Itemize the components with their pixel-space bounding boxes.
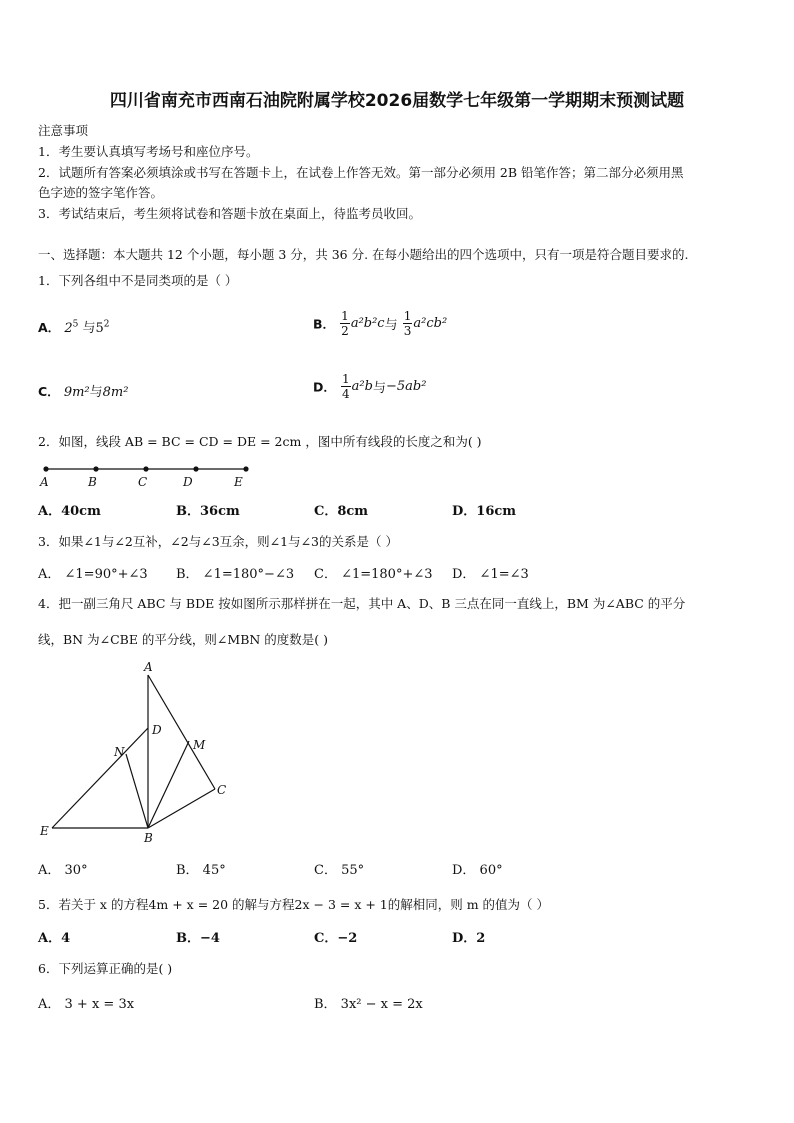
q4-option-c: C． 55°: [314, 863, 365, 878]
page-title: 四川省南充市西南石油院附属学校2026届数学七年级第一学期期末预测试题: [109, 91, 685, 111]
q4-option-b: B． 45°: [176, 863, 226, 878]
q1-b-frac1-num: 1: [341, 309, 349, 323]
q1-option-a-label: A．: [38, 320, 61, 335]
q1-option-d-label: D．: [313, 379, 336, 395]
q2-point-d: [193, 466, 198, 471]
q2-label-c: C: [138, 475, 148, 489]
q1-d-term2: −5ab²: [385, 379, 427, 394]
q5-option-d: D．2: [452, 931, 486, 946]
q1-option-c-label: C．: [38, 384, 60, 399]
q2-option-d: D．16cm: [452, 504, 517, 519]
q1-d-frac: [341, 372, 351, 401]
q1-a-exp2: 2: [103, 319, 110, 330]
q5-stem: 5．若关于 x 的方程4m + x = 20 的解与方程2x − 3 = x + 1的解相同，则 m 的值为（ ）: [38, 897, 550, 912]
q4-label-e: E: [40, 824, 49, 838]
q1-b-term1: a²b²c: [350, 316, 385, 331]
q1-a-exp1: 5: [72, 319, 79, 330]
q2-label-d: D: [183, 475, 193, 489]
q3-option-c: C． ∠1=180°+∠3: [314, 567, 433, 582]
q1-option-b-label: B．: [313, 316, 336, 332]
q1-d-frac-num: 1: [342, 372, 350, 386]
q4-label-d: D: [152, 723, 162, 737]
q6-option-b: B． 3x² − x = 2x: [314, 997, 423, 1012]
q6-stem: 6．下列运算正确的是( ): [38, 961, 173, 976]
q5-option-b: B．−4: [176, 931, 220, 946]
q5-option-a: A．4: [38, 931, 71, 946]
q2-point-c: [143, 466, 148, 471]
q4-label-n: N: [114, 745, 125, 759]
q4-label-m: M: [193, 738, 206, 752]
q2-point-b: [93, 466, 98, 471]
q1-b-term2: a²cb²: [413, 316, 448, 331]
q1-b-and: 与: [384, 318, 398, 333]
notice-heading: 注意事项: [38, 123, 89, 138]
q4-label-a: A: [144, 660, 153, 674]
section-heading: 一、选择题：本大题共 12 个小题，每小题 3 分，共 36 分. 在每小题给出的四个选项中，只有一项是符合题目要求的.: [38, 247, 689, 262]
notice-item-2: 2．试题所有答案必须填涂或书写在答题卡上，在试卷上作答无效。第一部分必须用 2B 铅笔作答；第二部分必须用黑: [38, 165, 684, 180]
q2-point-e: [243, 466, 248, 471]
q4-stem-line1: 4．把一副三角尺 ABC 与 BDE 按如图所示那样拼在一起，其中 A、D、B 三点在同一直线上，BM 为∠ABC 的平分: [38, 596, 686, 611]
q2-label-e: E: [234, 475, 243, 489]
q4-option-d: D． 60°: [452, 863, 503, 878]
q3-stem: 3．如果∠1与∠2互补，∠2与∠3互余，则∠1与∠3的关系是（ ）: [38, 534, 398, 549]
q4-option-a: A． 30°: [38, 863, 88, 878]
q1-a-and: 与: [82, 321, 96, 336]
q3-option-a: A． ∠1=90°+∠3: [38, 567, 148, 582]
q4-line-bm: [148, 741, 189, 828]
q4-line-cb: [148, 789, 215, 828]
q3-option-b: B． ∠1=180°−∠3: [176, 567, 295, 582]
q1-d-term1: a²b: [351, 379, 373, 394]
notice-item-2-cont: 色字迹的签字笔作答。: [38, 185, 164, 200]
q2-option-b: B．36cm: [176, 504, 240, 519]
q2-segment-figure: [38, 460, 258, 490]
q4-triangle-figure: [36, 658, 246, 848]
q2-point-a: [43, 466, 48, 471]
q2-label-b: B: [88, 475, 97, 489]
q1-option-a: [38, 317, 110, 336]
q1-d-and: 与: [372, 381, 386, 396]
q1-option-b: [313, 309, 447, 338]
notice-item-1: 1．考生要认真填写考场号和座位序号。: [38, 144, 259, 159]
q1-b-frac2: [403, 309, 413, 338]
q1-c-term2: 8m²: [102, 385, 129, 400]
q5-option-c: C．−2: [314, 931, 358, 946]
q1-option-d: [313, 372, 426, 401]
q1-b-frac2-den: 3: [403, 324, 412, 338]
q2-label-a: A: [40, 475, 49, 489]
q2-stem: 2．如图，线段 AB = BC = CD = DE = 2cm ，图中所有线段的长度之和为( ): [38, 434, 482, 449]
q1-a-base1: 2: [64, 321, 73, 336]
q1-c-term1: 9m²: [63, 385, 90, 400]
q3-option-d: D． ∠1=∠3: [452, 567, 529, 582]
q1-b-frac1-den: 2: [341, 324, 349, 338]
q4-line-bn: [126, 754, 148, 828]
q1-c-and: 与: [89, 385, 103, 400]
q6-option-a: A． 3 + x = 3x: [38, 997, 135, 1012]
notice-item-3: 3．考试结束后，考生须将试卷和答题卡放在桌面上，待监考员收回。: [38, 206, 421, 221]
q1-b-frac2-num: 1: [403, 309, 412, 323]
q1-a-base2: 5: [95, 321, 104, 336]
q2-option-a: A．40cm: [38, 504, 101, 519]
q1-stem: 1．下列各组中不是同类项的是（ ）: [38, 273, 238, 288]
q4-label-b: B: [144, 831, 153, 845]
q1-d-frac-den: 4: [342, 387, 350, 401]
q2-option-c: C．8cm: [314, 504, 369, 519]
q4-label-c: C: [217, 783, 227, 797]
q1-option-c: [38, 381, 128, 400]
q4-stem-line2: 线，BN 为∠CBE 的平分线，则∠MBN 的度数是( ): [38, 632, 329, 647]
q1-b-frac1: [340, 309, 350, 338]
